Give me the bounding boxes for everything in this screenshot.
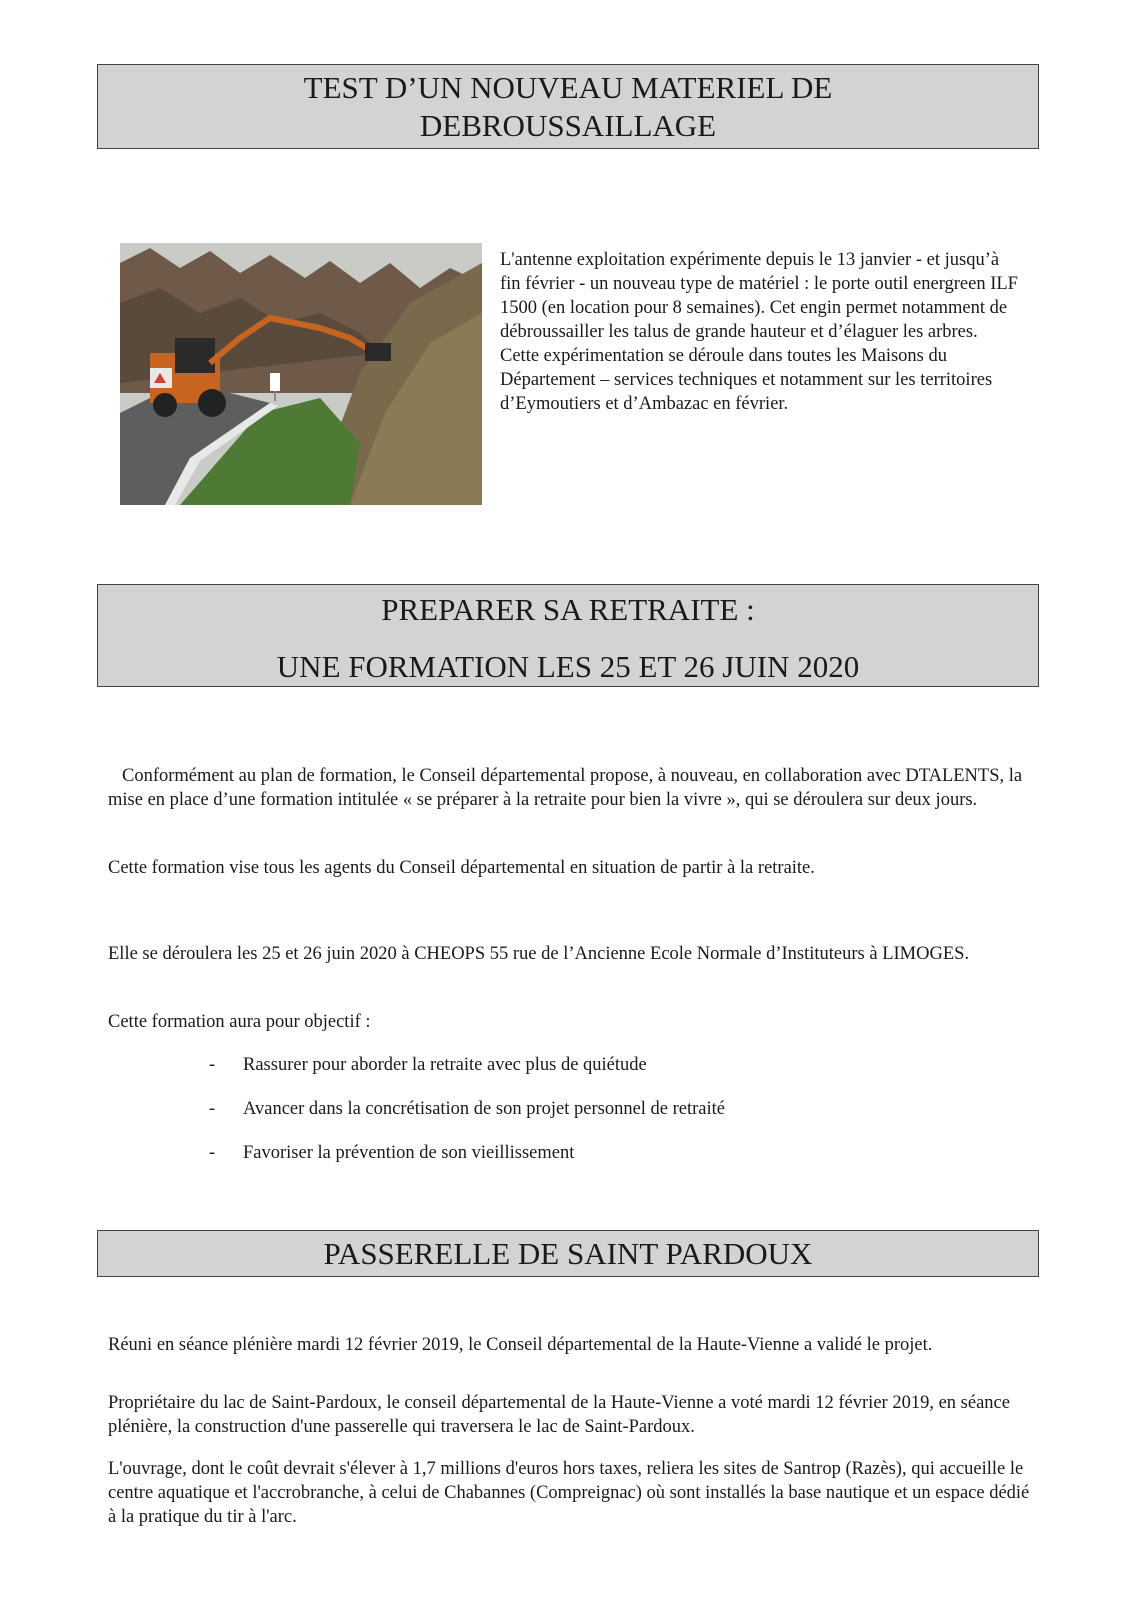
debroussaillage-text: L'antenne exploitation expérimente depuis le 13 janvier - et jusqu’à fin février - un nouveau type de matériel : le porte outil energreen ILF 1500 (en location pour 8 semaines). Cet engin permet notamment de débroussailler les talus de grande hauteur et d’élaguer les arbres. Cette expérimentation se déroule dans toutes les Maisons du Département – services techniques et notamment sur les territoires d’Eymoutiers et d’Ambazac en février. bbox=[500, 250, 1018, 414]
list-item bbox=[209, 1141, 574, 1165]
retraite-paragraph-2: Cette formation vise tous les agents du Conseil départemental en situation de partir à la retraite. bbox=[108, 858, 815, 878]
section-title-passerelle bbox=[97, 1230, 1039, 1277]
bullet-marker: - bbox=[209, 1143, 216, 1163]
passerelle-paragraph-2: Propriétaire du lac de Saint-Pardoux, le conseil départemental de la Haute-Vienne a voté mardi 12 février 2019, en séance plénière, la construction d'une passerelle qui traversera le lac de Saint-Pardoux. bbox=[108, 1393, 1010, 1437]
section-title-debroussaillage bbox=[97, 64, 1039, 149]
section-title-retraite bbox=[97, 584, 1039, 687]
bullet-marker: - bbox=[209, 1055, 216, 1075]
passerelle-paragraph-1: Réuni en séance plénière mardi 12 février 2019, le Conseil départemental de la Haute-Vienne a validé le projet. bbox=[108, 1335, 933, 1355]
title-line-1: TEST D’UN NOUVEAU MATERIEL DE bbox=[303, 70, 833, 105]
retraite-paragraph-4: Cette formation aura pour objectif : bbox=[108, 1012, 371, 1032]
passerelle-paragraph-3: L'ouvrage, dont le coût devrait s'élever à 1,7 millions d'euros hors taxes, reliera les sites de Santrop (Razès), qui accueille le centre aquatique et l'accrobranche, à celui de Chabannes (Compreignac) où sont installés la base nautique et un espace dédié à la pratique du tir à l'arc. bbox=[108, 1459, 1030, 1527]
bullet-marker: - bbox=[209, 1099, 216, 1119]
bullet-text: Favoriser la prévention de son vieillissement bbox=[243, 1143, 575, 1163]
bullet-text: Avancer dans la concrétisation de son projet personnel de retraité bbox=[243, 1099, 726, 1119]
title-line-2: UNE FORMATION LES 25 ET 26 JUIN 2020 bbox=[276, 649, 860, 684]
bullet-text: Rassurer pour aborder la retraite avec plus de quiétude bbox=[243, 1055, 647, 1075]
list-item bbox=[209, 1053, 647, 1077]
retraite-paragraph-1: Conformément au plan de formation, le Conseil départemental propose, à nouveau, en collaboration avec DTALENTS, la mise en place d’une formation intitulée « se préparer à la retraite pour bien la vivre », qui se déroulera sur deux jours. bbox=[108, 766, 1023, 810]
retraite-paragraph-3: Elle se déroulera les 25 et 26 juin 2020 à CHEOPS 55 rue de l’Ancienne Ecole Normale d’Instituteurs à LIMOGES. bbox=[108, 944, 970, 964]
title-line-2: DEBROUSSAILLAGE bbox=[419, 108, 717, 143]
title-line-1: PREPARER SA RETRAITE : bbox=[381, 592, 755, 627]
list-item bbox=[209, 1097, 725, 1121]
tractor-photo bbox=[120, 243, 482, 505]
title-line: PASSERELLE DE SAINT PARDOUX bbox=[323, 1236, 813, 1271]
